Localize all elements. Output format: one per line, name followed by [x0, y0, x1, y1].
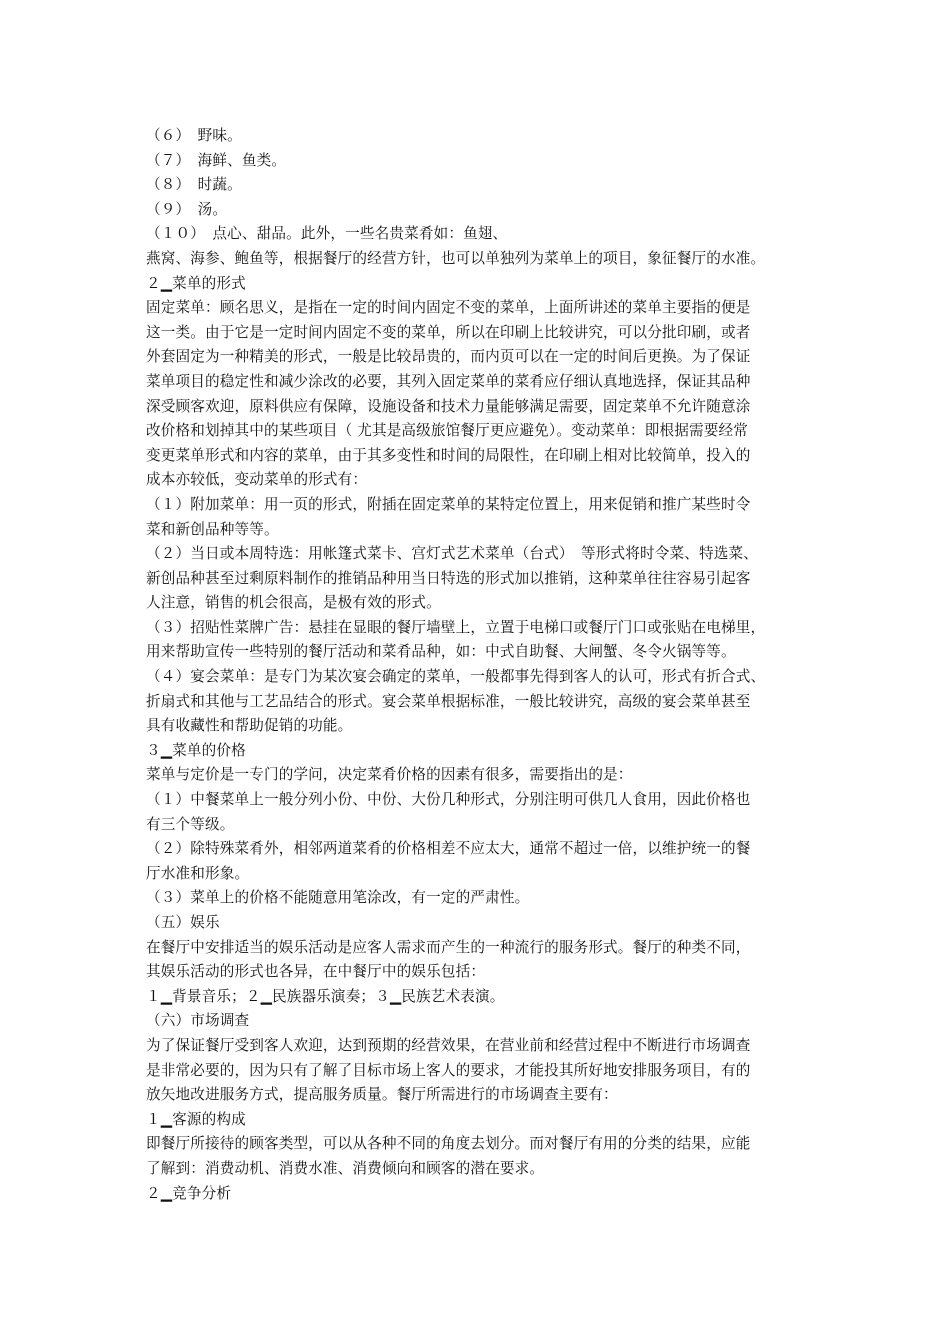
- text-line: 新创品种甚至过剩原料制作的推销品种用当日特选的形式加以推销，这种菜单往往容易引起客: [146, 569, 751, 587]
- text-line: （６） 野味。: [146, 127, 242, 144]
- section-heading: ３▁菜单的价格: [146, 741, 246, 759]
- text-line: （１）中餐菜单上一般分列小份、中份、大份几种形式，分别注明可供几人食用，因此价格也: [146, 791, 751, 809]
- text-line: 菜单与定价是一专门的学问，决定菜肴价格的因素有很多，需要指出的是：: [146, 766, 633, 784]
- document-page: [146, 124, 826, 1206]
- text-line: （２）当日或本周特选：用帐篷式菜卡、宫灯式艺术菜单（台式） 等形式将时令菜、特选菜、: [146, 545, 758, 563]
- section-heading: ２▁竞争分析: [146, 1184, 232, 1202]
- section-heading: （五）娱乐: [146, 914, 220, 931]
- text-line: 改价格和划掉其中的某些项目（ 尤其是高级旅馆餐厅更应避免）。变动菜单：即根据需要经常: [146, 422, 748, 440]
- text-line: 在餐厅中安排适当的娱乐活动是应客人需求而产生的一种流行的服务形式。餐厅的种类不同，: [146, 938, 751, 956]
- section-heading: ２▁菜单的形式: [146, 274, 246, 292]
- text-line: 菜和新创品种等等。: [146, 520, 279, 538]
- text-line: （３）招贴性菜牌广告：悬挂在显眼的餐厅墙壁上，立置于电梯口或餐厅门口或张贴在电梯里，: [146, 618, 766, 636]
- text-line: （８） 时蔬。: [146, 176, 242, 194]
- text-line: 厅水准和形象。: [146, 864, 250, 882]
- text-line: 成本亦较低，变动菜单的形式有：: [146, 471, 368, 489]
- text-line: 这一类。由于它是一定时间内固定不变的菜单，所以在印刷上比较讲究，可以分批印刷，或者: [146, 323, 751, 341]
- text-line: （７） 海鲜、鱼类。: [146, 151, 287, 169]
- text-line: （９） 汤。: [146, 200, 228, 218]
- section-heading: １▁客源的构成: [146, 1110, 246, 1128]
- text-line: 是非常必要的，因为只有了解了目标市场上客人的要求，才能投其所好地安排服务项目，有的: [146, 1061, 751, 1079]
- text-line: 用来帮助宣传一些特别的餐厅活动和菜肴品种，如：中式自助餐、大闸蟹、冬令火锅等等。: [146, 643, 736, 661]
- text-line: 为了保证餐厅受到客人欢迎，达到预期的经营效果，在营业前和经营过程中不断进行市场调查: [146, 1036, 751, 1054]
- text-line: （１０） 点心、甜品。此外，一些名贵菜肴如：鱼翅、: [146, 225, 508, 243]
- text-line: 深受顾客欢迎，原料供应有保障，设施设备和技术力量能够满足需要，固定菜单不允许随意涂: [146, 397, 751, 415]
- text-line: 有三个等级。: [146, 815, 235, 833]
- text-line: 菜单项目的稳定性和减少涂改的必要，其列入固定菜单的菜肴应仔细认真地选择，保证其品种: [146, 372, 751, 390]
- text-line: 具有收藏性和帮助促销的功能。: [146, 717, 353, 735]
- text-line: 变更菜单形式和内容的菜单，由于其多变性和时间的局限性，在印刷上相对比较简单，投入的: [146, 446, 751, 464]
- text-line: 了解到：消费动机、消费水准、消费倾向和顾客的潜在要求。: [146, 1159, 545, 1177]
- text-line: １▁背景音乐；２▁民族器乐演奏；３▁民族艺术表演。: [146, 987, 505, 1005]
- text-line: （２）除特殊菜肴外，相邻两道菜肴的价格相差不应太大，通常不超过一倍，以维护统一的餐: [146, 840, 751, 858]
- text-line: 人注意，销售的机会很高，是极有效的形式。: [146, 594, 441, 612]
- text-line: 其娱乐活动的形式也各异，在中餐厅中的娱乐包括：: [146, 963, 486, 981]
- text-line: 外套固定为一种精美的形式，一般是比较昂贵的，而内页可以在一定的时间后更换。为了保证: [146, 348, 751, 366]
- text-line: 放矢地改进服务方式，提高服务质量。餐厅所需进行的市场调查主要有：: [146, 1086, 618, 1104]
- section-heading: （六）市场调查: [146, 1012, 250, 1030]
- text-line: （３）菜单上的价格不能随意用笔涂改，有一定的严肃性。: [146, 889, 530, 907]
- text-line: 即餐厅所接待的顾客类型，可以从各种不同的角度去划分。而对餐厅有用的分类的结果，应能: [146, 1135, 751, 1153]
- text-line: （１）附加菜单：用一页的形式，附插在固定菜单的某特定位置上，用来促销和推广某些时令: [146, 495, 751, 513]
- text-line: 燕窝、海参、鲍鱼等，根据餐厅的经营方针，也可以单独列为菜单上的项目，象征餐厅的水准。: [146, 249, 766, 267]
- text-line: （４）宴会菜单：是专门为某次宴会确定的菜单，一般都事先得到客人的认可，形式有折合式、: [146, 668, 766, 686]
- text-line: 折扇式和其他与工艺品结合的形式。宴会菜单根据标准，一般比较讲究，高级的宴会菜单甚至: [146, 692, 751, 710]
- text-line: 固定菜单：顾名思义，是指在一定的时间内固定不变的菜单，上面所讲述的菜单主要指的便是: [146, 299, 751, 317]
